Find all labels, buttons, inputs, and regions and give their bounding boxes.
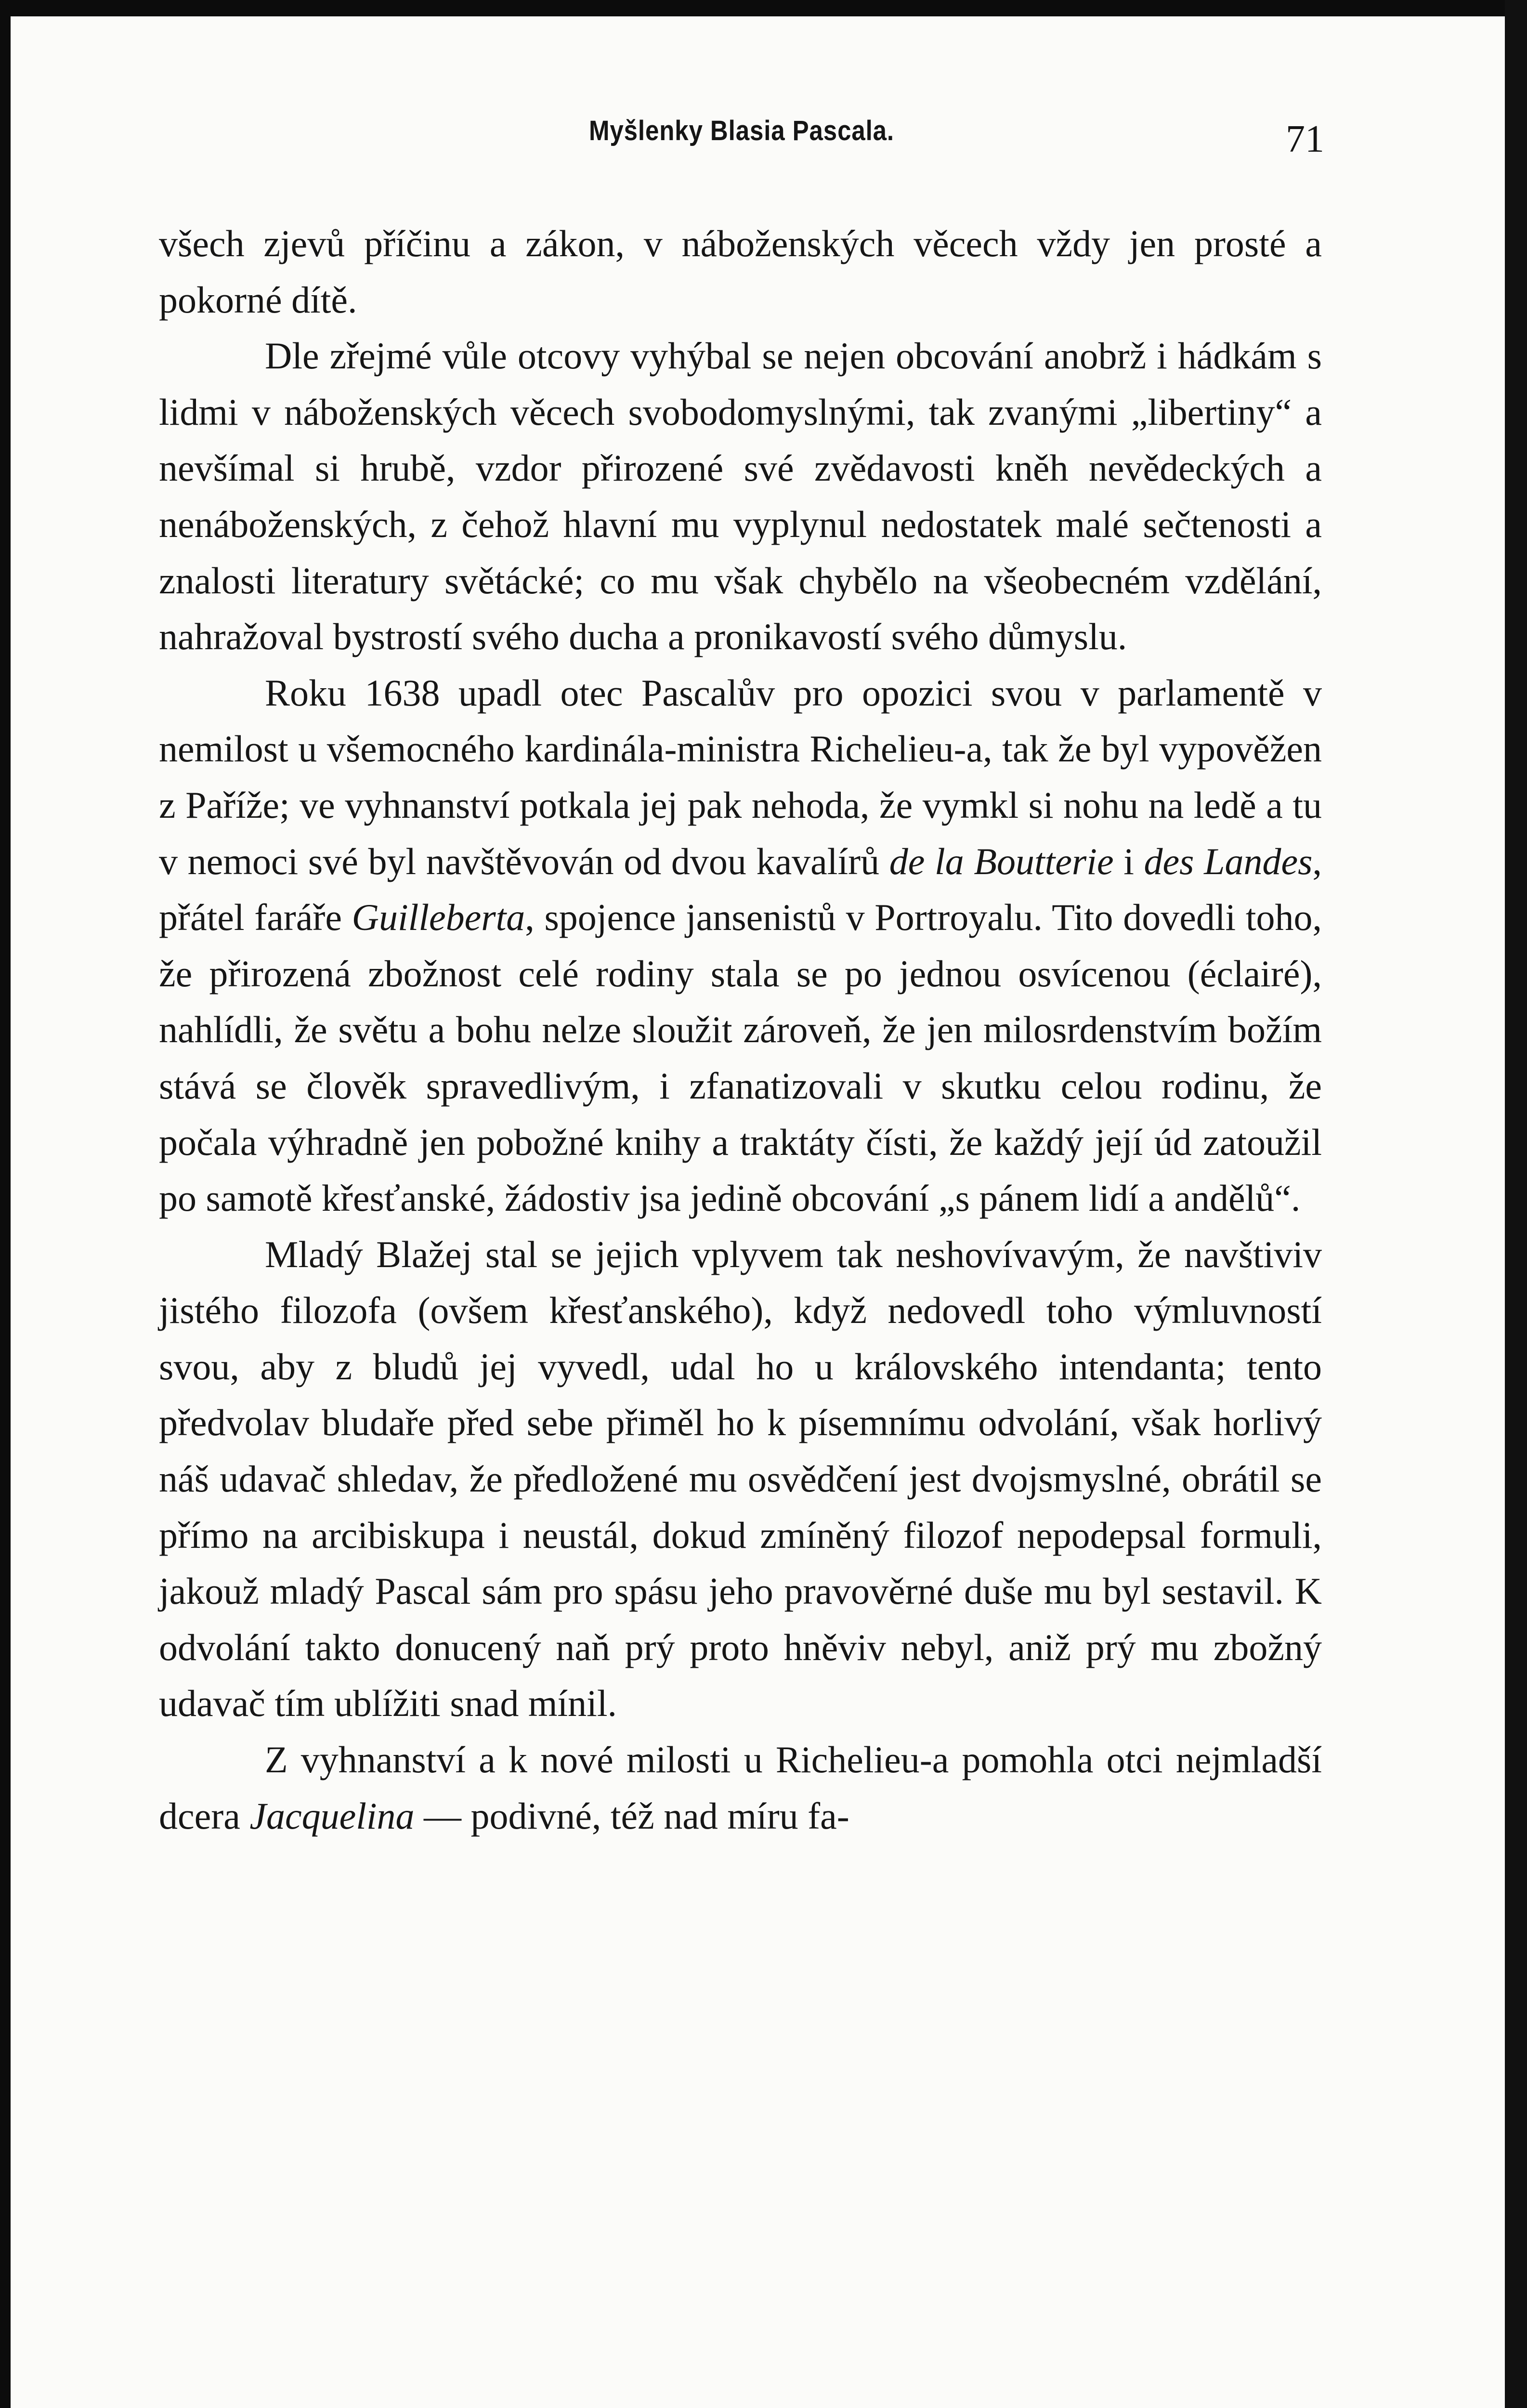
paragraph-5-text-a: Z vyhnanství a k nové milosti u Richelieu-a pomohla otci nejmladší dcera — [159, 1739, 1322, 1837]
paragraph-3-text-c: , přátel faráře — [159, 840, 1322, 939]
name-jacquelina: Jacquelina — [249, 1794, 415, 1837]
scan-border-left — [0, 0, 11, 2408]
scan-border-top — [0, 0, 1527, 16]
name-des-landes: des Landes — [1144, 840, 1313, 882]
scan-border-right — [1505, 0, 1527, 2408]
body-text — [159, 216, 1322, 1844]
page-header — [159, 115, 1324, 172]
name-guilleberta: Guilleberta — [352, 896, 525, 939]
paragraph-3 — [159, 665, 1322, 1227]
paragraph-5-text-b: — podivné, též nad míru fa- — [414, 1794, 849, 1837]
paragraph-4: Mladý Blažej stal se jejich vplyvem tak neshovívavým, že navštiviv jistého filozofa (ovšem křesťanského), když nedovedl toho výmluvností svou, aby z bludů jej vyvedl, udal ho u královského intendanta; tento předvolav bludaře před sebe přiměl ho k písemnímu odvolání, však horlivý náš udavač shledav, že předložené mu osvědčení jest dvojsmyslné, obrátil se přímo na arcibiskupa i neustál, dokud zmíněný filozof nepodepsal formuli, jakouž mladý Pascal sám pro spásu jeho pravověrné duše mu byl sestavil. K odvolání takto donucený naň prý proto hněviv nebyl, aniž prý mu zbožný udavač tím ublížiti snad mínil. — [159, 1233, 1322, 1725]
paragraph-3-text-a: Roku 1638 upadl otec Pascalův pro opozici svou v parlamentě v nemilost u všemocného kardinála-ministra Richelieu-a, tak že byl vypověžen z Paříže; ve vyhnanství potkala jej pak nehoda, že vymkl si nohu na ledě a tu v nemoci své byl navštěvován od dvou kavalírů — [159, 671, 1322, 882]
paragraph-2: Dle zřejmé vůle otcovy vyhýbal se nejen obcování anobrž i hádkám s lidmi v náboženských věcech svobodomyslnými, tak zvanými „libertiny“ a nevšímal si hrubě, vzdor přirozené své zvědavosti kněh nevědeckých a nenáboženských, z čehož hlavní mu vyplynul nedostatek malé sečtenosti a znalosti literatury světácké; co mu však chybělo na všeobecném vzdělání, nahražoval bystrostí svého ducha a pronikavostí svého důmyslu. — [159, 335, 1322, 658]
paragraph-3-text-d: , spojence jansenistů v Portroyalu. Tito dovedli toho, že přirozená zbožnost celé rodiny stala se po jednou osvícenou (éclairé), nahlídli, že světu a bohu nelze sloužit zároveň, že jen milosrdenstvím božím stává se člověk spravedlivým, i zfanatizovali v skutku celou rodinu, že počala výhradně jen pobožné knihy a traktáty čísti, že každý její úd zatoužil po samotě křesťanské, žádostiv jsa jedině obcování „s pánem lidí a andělů“. — [159, 896, 1322, 1219]
paragraph-3-text-b: i — [1113, 840, 1144, 882]
page-number: 71 — [1286, 118, 1324, 160]
name-de-la-boutterie: de la Boutterie — [889, 840, 1114, 882]
paragraph-1: všech zjevů příčinu a zákon, v náboženských věcech vždy jen prosté a pokorné dítě. — [159, 222, 1322, 321]
running-title: Myšlenky Blasia Pascala. — [588, 115, 894, 146]
paragraph-5 — [159, 1732, 1322, 1844]
